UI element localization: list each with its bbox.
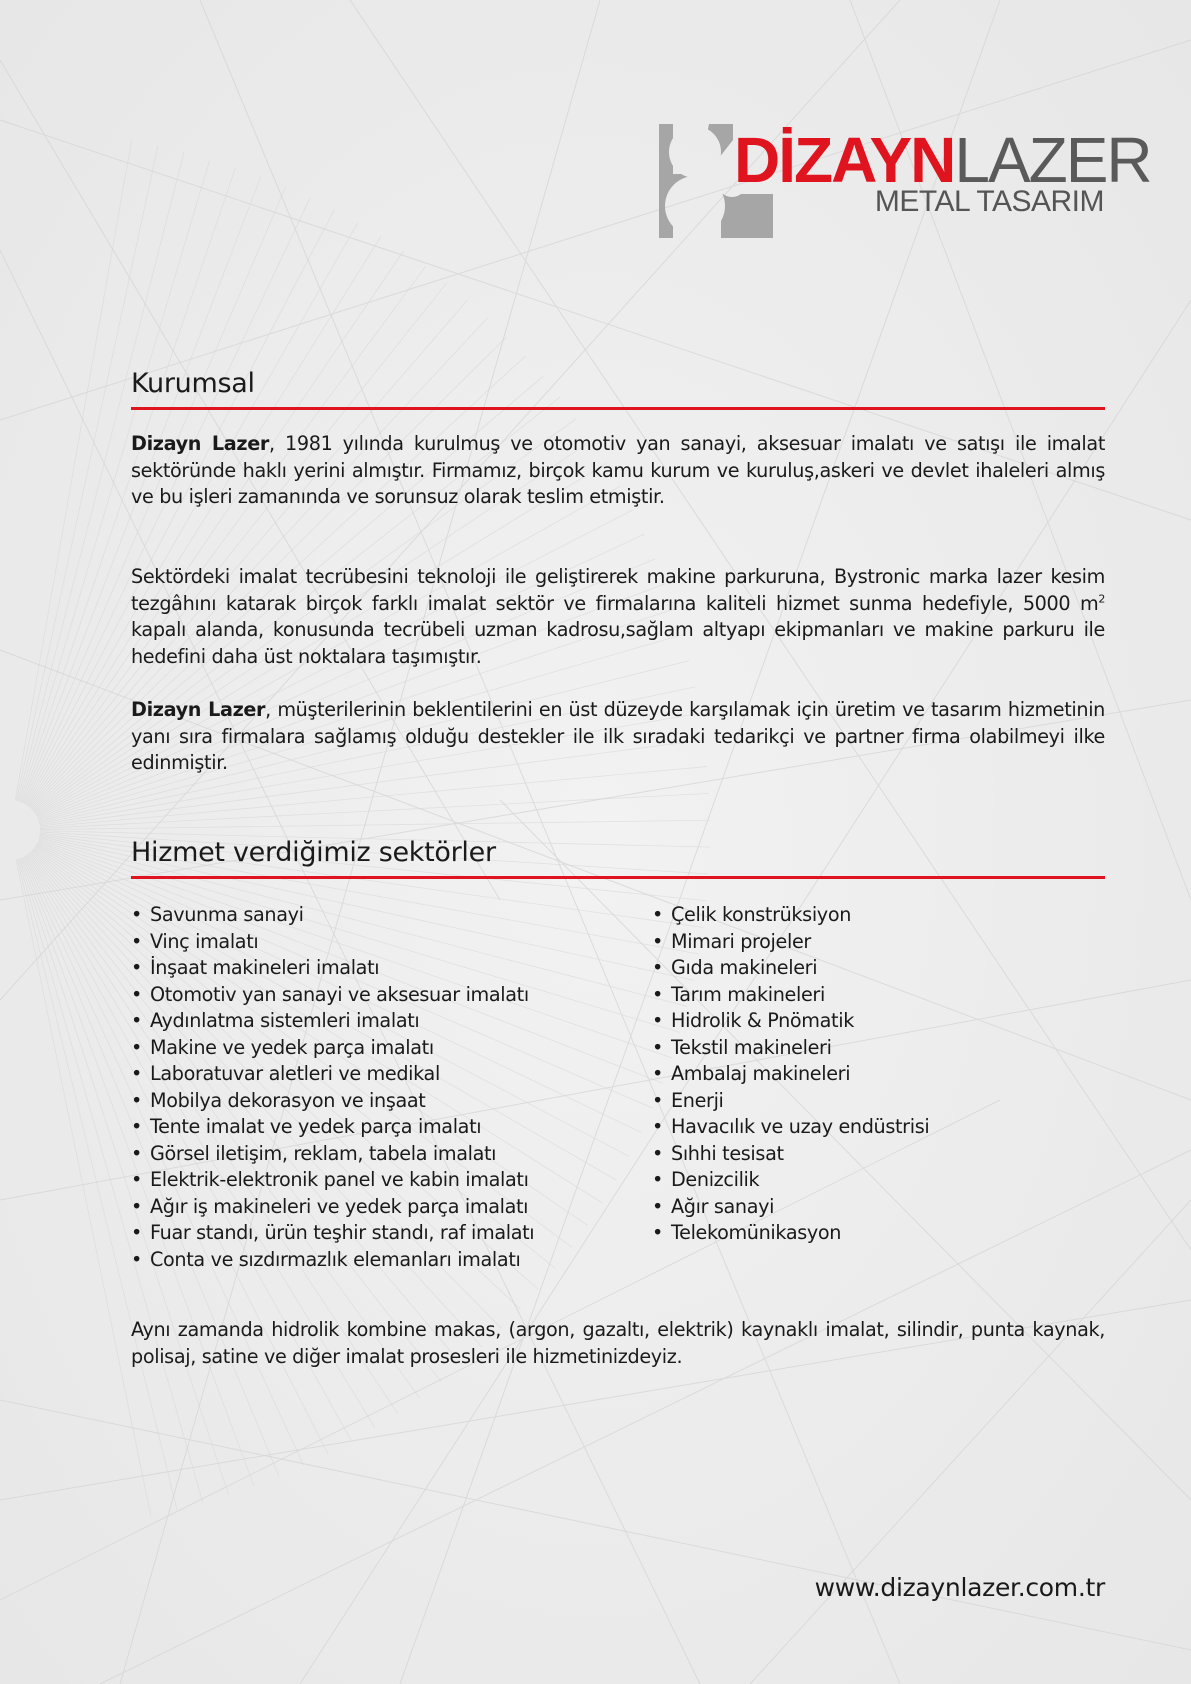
closing-paragraph: Aynı zamanda hidrolik kombine makas, (argon, gazaltı, elektrik) kaynaklı imalat, silindir, punta kaynak, polisaj, satine ve diğer imalat prosesleri ile hizmetinizdeyiz. xyxy=(131,1318,1105,1368)
bullet-icon: • xyxy=(652,1115,663,1138)
company-name-bold: Dizayn Lazer xyxy=(131,432,269,455)
sector-list-item xyxy=(652,1008,929,1035)
sector-list-item xyxy=(131,955,534,982)
company-name-bold: Dizayn Lazer xyxy=(131,698,266,721)
bullet-icon: • xyxy=(131,982,142,1006)
bullet-icon: • xyxy=(652,1221,663,1244)
kurumsal-paragraph-2 xyxy=(131,564,1105,670)
sector-list-item xyxy=(652,1167,929,1194)
bullet-icon: • xyxy=(652,929,663,953)
bullet-icon: • xyxy=(131,1009,142,1032)
sector-list-item xyxy=(131,1088,534,1115)
sector-label: Enerji xyxy=(671,1088,724,1112)
bullet-icon: • xyxy=(652,956,663,979)
sector-label: Tente imalat ve yedek parça imalatı xyxy=(150,1115,482,1138)
sektorler-section xyxy=(131,836,1105,1271)
bullet-icon: • xyxy=(652,1035,663,1059)
sector-label: Conta ve sızdırmazlık elemanları imalatı xyxy=(150,1247,521,1271)
kurumsal-paragraph-1 xyxy=(131,431,1105,511)
bullet-icon: • xyxy=(131,1035,142,1059)
sector-list-item xyxy=(131,982,534,1009)
bullet-icon: • xyxy=(131,1115,142,1138)
sector-label: Denizcilik xyxy=(671,1168,760,1191)
bullet-icon: • xyxy=(652,1009,663,1032)
sector-list-item xyxy=(652,1194,929,1221)
sector-list-item xyxy=(131,1194,534,1221)
sector-list-item xyxy=(652,929,929,956)
bullet-icon: • xyxy=(131,1168,142,1191)
paragraph-text: Sektördeki imalat tecrübesini teknoloji ile geliştirerek makine parkuruna, Bystronic marka lazer kesim tezgâhını katarak birçok farklı imalat sektör ve firmalarına kaliteli hizmet sunma hedefiyle, 5000 m xyxy=(131,565,1105,615)
sector-label: Görsel iletişim, reklam, tabela imalatı xyxy=(150,1141,497,1165)
bullet-icon: • xyxy=(652,1062,663,1085)
sector-label: Ağır sanayi xyxy=(671,1194,775,1218)
sector-label: Vinç imalatı xyxy=(150,929,259,953)
sector-list-item xyxy=(131,1167,534,1194)
sector-list-item xyxy=(131,1114,534,1141)
paragraph-text: , 1981 yılında kurulmuş ve otomotiv yan sanayi, aksesuar imalatı ve satışı ile imalat sektöründe haklı yerini almıştır. Firmamız, birçok kamu kurum ve kuruluş,askeri ve devlet ihaleleri almış ve bu işleri zamanında ve sorunsuz olarak teslim etmiştir. xyxy=(131,432,1105,508)
section-title-sektorler: Hizmet verdiğimiz sektörler xyxy=(131,836,1105,879)
sector-label: İnşaat makineleri imalatı xyxy=(150,956,380,979)
bullet-icon: • xyxy=(652,982,663,1006)
sector-list-item xyxy=(652,1088,929,1115)
sector-label: Mimari projeler xyxy=(671,929,811,953)
sector-list-item xyxy=(131,929,534,956)
sector-list-item xyxy=(652,982,929,1009)
sector-list-item xyxy=(131,1035,534,1062)
bullet-icon: • xyxy=(131,1088,142,1112)
sector-label: Fuar standı, ürün teşhir standı, raf imalatı xyxy=(150,1221,535,1244)
superscript: 2 xyxy=(1098,592,1105,606)
bullet-icon: • xyxy=(131,1194,142,1218)
sector-label: Otomotiv yan sanayi ve aksesuar imalatı xyxy=(150,982,529,1006)
kurumsal-paragraph-3 xyxy=(131,697,1105,777)
kurumsal-section xyxy=(131,367,1105,774)
sector-label: Ağır iş makineleri ve yedek parça imalatı xyxy=(150,1194,529,1218)
sector-list-left xyxy=(131,902,534,1273)
sector-label: Mobilya dekorasyon ve inşaat xyxy=(150,1088,426,1112)
logo-wordmark xyxy=(734,124,1151,196)
bullet-icon: • xyxy=(131,903,142,926)
sector-label: Hidrolik & Pnömatik xyxy=(671,1009,854,1032)
bullet-icon: • xyxy=(131,1141,142,1165)
sector-label: Tarım makineleri xyxy=(671,982,825,1006)
sector-list-item xyxy=(131,1247,534,1274)
logo-name-gray: LAZER xyxy=(954,124,1151,196)
sector-label: Makine ve yedek parça imalatı xyxy=(150,1035,434,1059)
logo-tagline: METAL TASARIM xyxy=(874,185,1104,218)
bullet-icon: • xyxy=(652,1088,663,1112)
logo-name-red: DİZAYN xyxy=(734,124,955,196)
sector-list-item xyxy=(652,1035,929,1062)
sector-label: Sıhhi tesisat xyxy=(671,1141,784,1165)
bullet-icon: • xyxy=(652,903,663,926)
section-title-kurumsal: Kurumsal xyxy=(131,367,1105,410)
sector-label: Laboratuvar aletleri ve medikal xyxy=(150,1062,440,1085)
sector-list-item xyxy=(131,1220,534,1247)
sector-label: Telekomünikasyon xyxy=(671,1221,842,1244)
bullet-icon: • xyxy=(131,929,142,953)
sector-list-item xyxy=(652,1114,929,1141)
sector-list-right xyxy=(652,902,929,1247)
bullet-icon: • xyxy=(131,1062,142,1085)
sector-list-item xyxy=(131,1141,534,1168)
bullet-icon: • xyxy=(131,1247,142,1271)
bullet-icon: • xyxy=(131,956,142,979)
sector-label: Aydınlatma sistemleri imalatı xyxy=(150,1009,420,1032)
company-logo xyxy=(659,124,1151,238)
sector-label: Tekstil makineleri xyxy=(671,1035,832,1059)
bullet-icon: • xyxy=(652,1194,663,1218)
sector-list-item xyxy=(131,1008,534,1035)
bullet-icon: • xyxy=(131,1221,142,1244)
bullet-icon: • xyxy=(652,1141,663,1165)
sector-label: Savunma sanayi xyxy=(150,903,304,926)
sector-label: Çelik konstrüksiyon xyxy=(671,903,852,926)
sector-label: Gıda makineleri xyxy=(671,956,818,979)
sector-list-item xyxy=(131,1061,534,1088)
sector-list-item xyxy=(652,955,929,982)
sector-label: Havacılık ve uzay endüstrisi xyxy=(671,1115,930,1138)
website-link[interactable]: www.dizaynlazer.com.tr xyxy=(814,1573,1105,1602)
paragraph-text: kapalı alanda, konusunda tecrübeli uzman kadrosu,sağlam altyapı ekipmanları ve makine parkuru ile hedefini daha üst noktalara taşımıştır. xyxy=(131,618,1105,668)
sector-list-item xyxy=(652,1220,929,1247)
bullet-icon: • xyxy=(652,1168,663,1191)
paragraph-text: , müşterilerinin beklentilerini en üst düzeyde karşılamak için üretim ve tasarım hizmetinin yanı sıra firmalara sağlamış olduğu destekler ile ilk sıradaki tedarikçi ve partner firma olabilmeyi ilke edinmiştir. xyxy=(131,698,1105,774)
sector-label: Elektrik-elektronik panel ve kabin imalatı xyxy=(150,1168,529,1191)
sector-list-item xyxy=(652,1061,929,1088)
sector-list-item xyxy=(131,902,534,929)
sector-list-item xyxy=(652,902,929,929)
sector-label: Ambalaj makineleri xyxy=(671,1062,851,1085)
sector-list-item xyxy=(652,1141,929,1168)
